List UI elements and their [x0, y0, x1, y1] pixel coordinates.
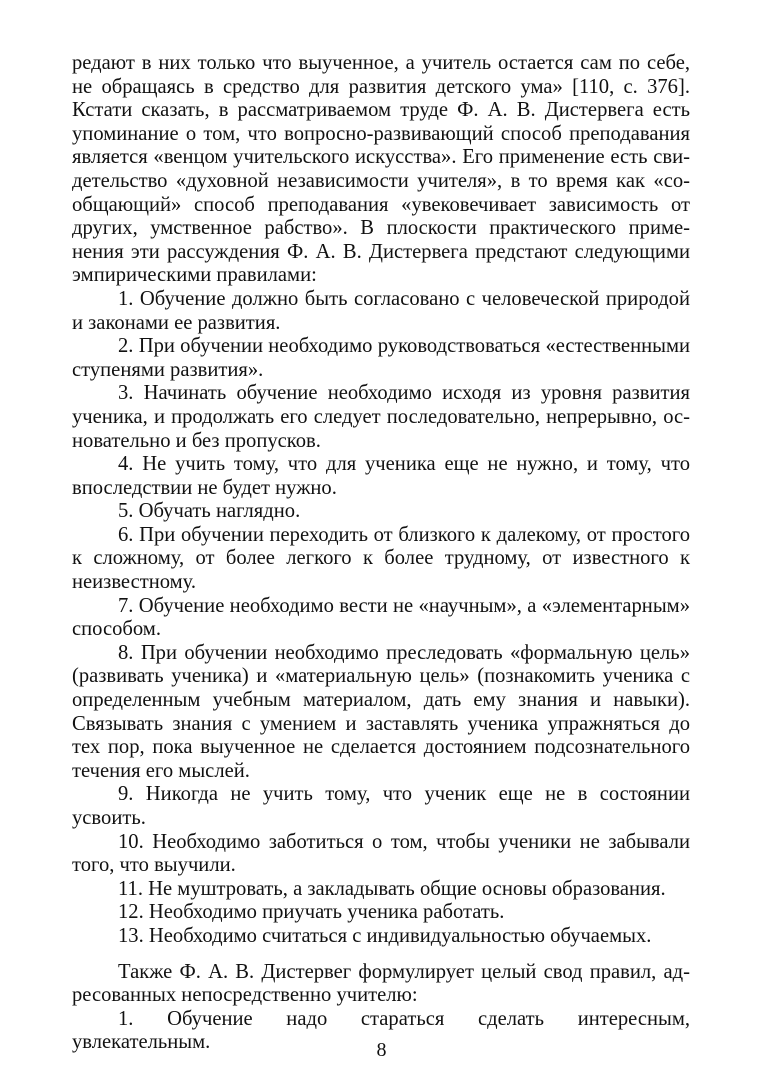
rule-item-10: 10. Необходимо заботиться о том, чтобы ученики не забывали того, что выучили. [72, 830, 690, 877]
rule-item-1: 1. Обучение должно быть согласовано с человеческой природой и законами ее развития. [72, 287, 690, 334]
rule-item-5: 5. Обучать наглядно. [118, 500, 301, 523]
rule-item-9: 9. Никогда не учить тому, что ученик еще не в состоянии усвоить. [72, 783, 690, 829]
rule-item-7: 7. Обучение необходимо вести не «научным», а «элементарным» способом. [72, 594, 690, 641]
teacher-rule-item-1: 1. Обучение надо стараться сделать интересным, увлекательным. [72, 1007, 690, 1054]
rule-item-8: 8. При обучении необходимо преследовать «формальную цель» (развивать ученика) и «материальную цель» (познакомить ученика с определенным учебным материалом, дать ему знания и навыки). Связывать знания с умением и заставлять ученика упражняться до тех пор, пока выученное не сделается достоянием подсознательного течения его мыслей. [72, 641, 690, 782]
page-number: 8 [376, 1039, 387, 1061]
teacher-rules-intro: Также Ф. А. В. Дистервег формулирует целый свод правил, адресованных непосредственно учителю: [72, 960, 690, 1007]
rule-item-11: 11. Не муштровать, а закладывать общие основы образования. [118, 877, 666, 900]
rule-item-3: 3. Начинать обучение необходимо исходя из уровня развития ученика, и продолжать его следует последовательно, непрерывно, основательно и без пропусков. [72, 382, 690, 452]
rule-item-4: 4. Не учить тому, что для ученика еще не нужно, и тому, что впоследствии не будет нужно. [72, 453, 690, 499]
intro-paragraph: редают в них только что выученное, а учитель остается сам по себе, не обращаясь в средство для развития детского ума» [110, с. 376]. Кстати сказать, в рассматриваемом труде Ф. А. В. Дистервега есть упоминание о том, что вопросно-развивающий способ преподавания является «венцом учительского искусства». Его применение есть свидетельство «духовной независимости учителя», в то время как «сообщающий» способ преподавания «увековечивает зависимость от других, умственное рабство». В плоскости практического применения эти рассуждения Ф. А. В. Дистервега предстают следующими эмпирическими правилами: [72, 52, 690, 287]
rule-item-6: 6. При обучении переходить от близкого к далекому, от простого к сложному, от более легкого к более трудному, от известного к неизвестному. [72, 523, 690, 594]
rules-list [72, 288, 690, 949]
page-body [72, 52, 690, 1055]
rule-item-12: 12. Необходимо приучать ученика работать. [118, 901, 505, 924]
rule-item-13: 13. Необходимо считаться с индивидуальностью обучаемых. [118, 924, 652, 947]
rule-item-2: 2. При обучении необходимо руководствоваться «естественными ступенями развития». [72, 335, 690, 381]
